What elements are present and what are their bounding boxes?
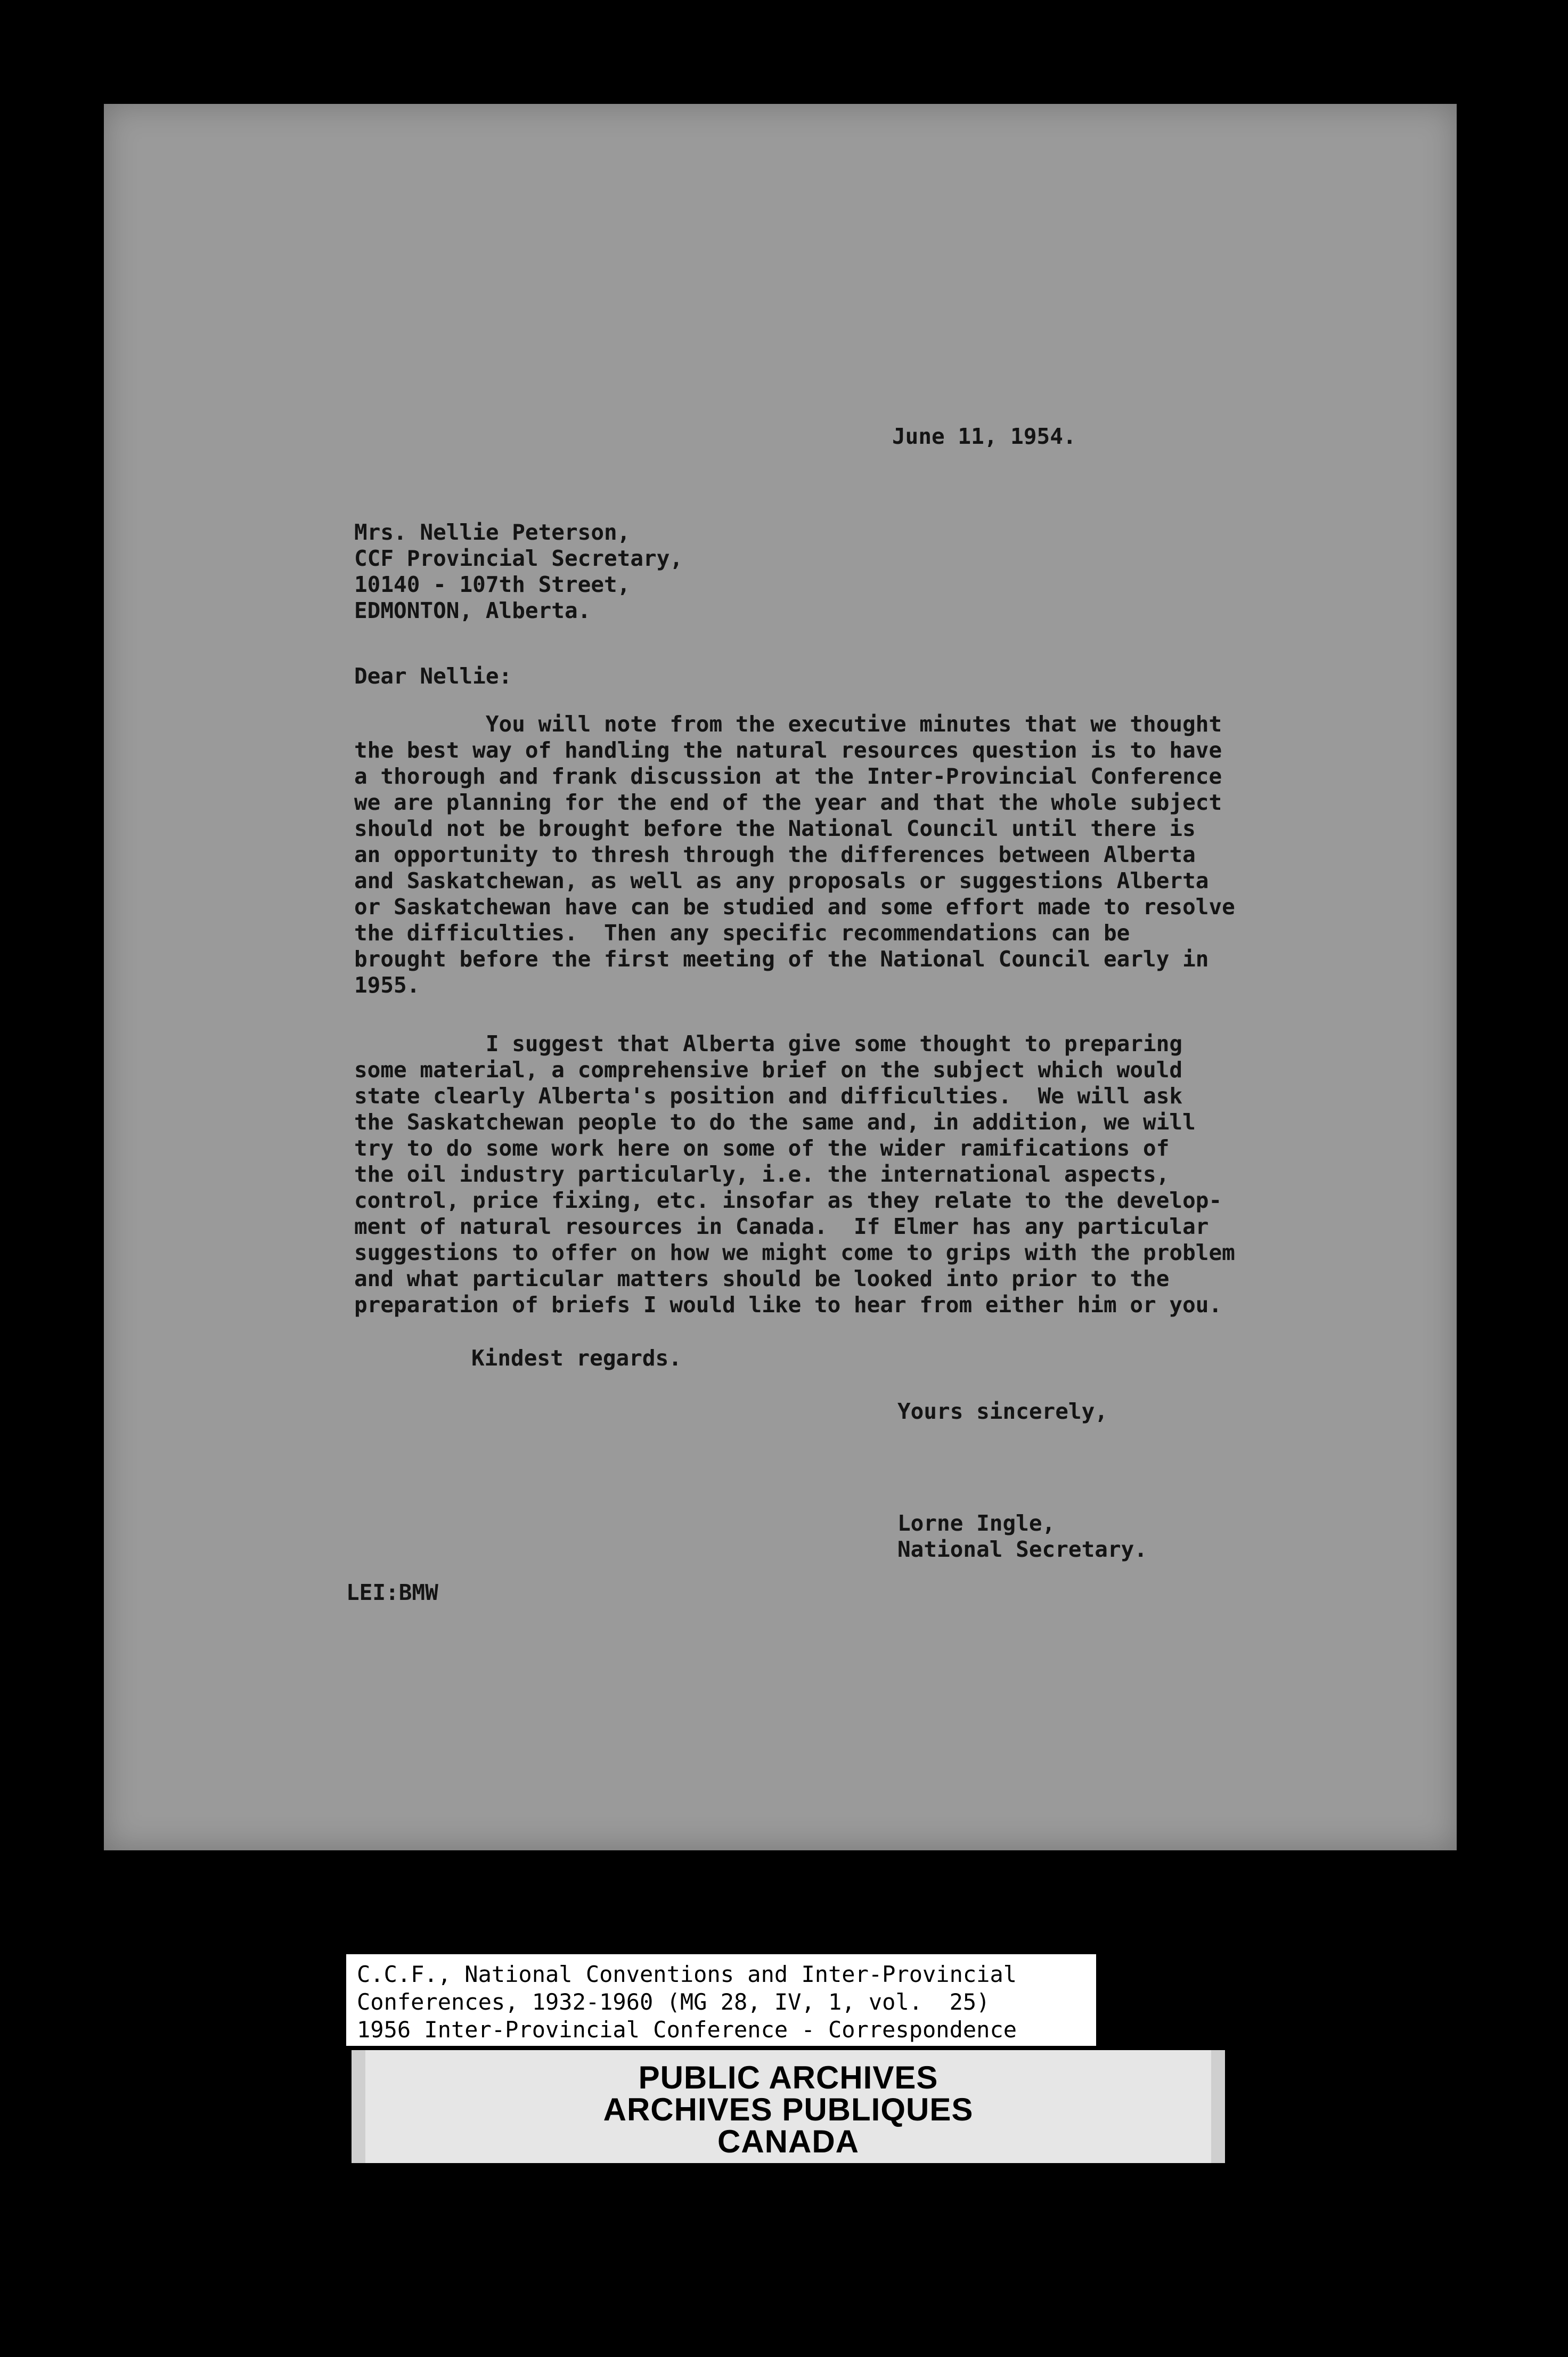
catalog-line: Conferences, 1932-1960 (MG 28, IV, 1, vol. 25) — [357, 1989, 990, 2015]
stamp-line: ARCHIVES PUBLIQUES — [603, 2092, 974, 2127]
letter-date: June 11, 1954. — [892, 424, 1076, 449]
text-line: preparation of briefs I would like to hear from either him or you. — [354, 1292, 1222, 1318]
public-archives-stamp — [352, 2050, 1225, 2163]
text-line: an opportunity to thresh through the differences between Alberta — [354, 842, 1196, 867]
salutation: Dear Nellie: — [354, 663, 512, 689]
catalog-line: 1956 Inter-Provincial Conference - Correspondence — [357, 2017, 1017, 2043]
text-line: the oil industry particularly, i.e. the international aspects, — [354, 1161, 1170, 1187]
text-line: we are planning for the end of the year and that the whole subject — [354, 790, 1222, 815]
text-line: control, price fixing, etc. insofar as they relate to the develop- — [354, 1188, 1222, 1213]
signature-block — [897, 1510, 1147, 1563]
text-line: 1955. — [354, 972, 420, 998]
text-line: brought before the first meeting of the National Council early in — [354, 946, 1209, 972]
text-line: ment of natural resources in Canada. If Elmer has any particular — [354, 1214, 1209, 1239]
address-line: CCF Provincial Secretary, — [354, 546, 683, 571]
text-line: the best way of handling the natural resources question is to have — [354, 737, 1222, 763]
text-line: the difficulties. Then any specific recommendations can be — [354, 920, 1130, 946]
letter-page — [104, 104, 1457, 1850]
address-line: Mrs. Nellie Peterson, — [354, 519, 631, 545]
text-line: You will note from the executive minutes that we thought — [354, 711, 1222, 737]
text-line: suggestions to offer on how we might come to grips with the problem — [354, 1240, 1235, 1265]
valediction: Yours sincerely, — [897, 1399, 1108, 1424]
text-line: a thorough and frank discussion at the Inter-Provincial Conference — [354, 763, 1222, 789]
recipient-address — [354, 519, 683, 624]
signer-title: National Secretary. — [897, 1537, 1147, 1562]
signer-name: Lorne Ingle, — [897, 1510, 1056, 1536]
reference-initials: LEI:BMW — [346, 1580, 438, 1605]
archive-catalog-label — [346, 1954, 1096, 2046]
text-line: and what particular matters should be looked into prior to the — [354, 1266, 1170, 1291]
catalog-line: C.C.F., National Conventions and Inter-Provincial — [357, 1961, 1017, 1987]
body-paragraph-2 — [354, 1031, 1235, 1318]
address-line: EDMONTON, Alberta. — [354, 598, 591, 623]
text-line: I suggest that Alberta give some thought to preparing — [354, 1031, 1183, 1056]
text-line: should not be brought before the National Council until there is — [354, 816, 1196, 841]
body-paragraph-1 — [354, 711, 1235, 998]
text-line: some material, a comprehensive brief on the subject which would — [354, 1057, 1183, 1083]
stamp-line: PUBLIC ARCHIVES — [638, 2060, 938, 2095]
text-line: or Saskatchewan have can be studied and some effort made to resolve — [354, 894, 1235, 920]
stamp-line: CANADA — [717, 2124, 859, 2159]
text-line: state clearly Alberta's position and difficulties. We will ask — [354, 1083, 1183, 1109]
text-line: try to do some work here on some of the wider ramifications of — [354, 1135, 1170, 1161]
address-line: 10140 - 107th Street, — [354, 572, 631, 597]
text-line: and Saskatchewan, as well as any proposals or suggestions Alberta — [354, 868, 1209, 893]
text-line: the Saskatchewan people to do the same and, in addition, we will — [354, 1109, 1196, 1135]
closing-line: Kindest regards. — [471, 1345, 682, 1371]
